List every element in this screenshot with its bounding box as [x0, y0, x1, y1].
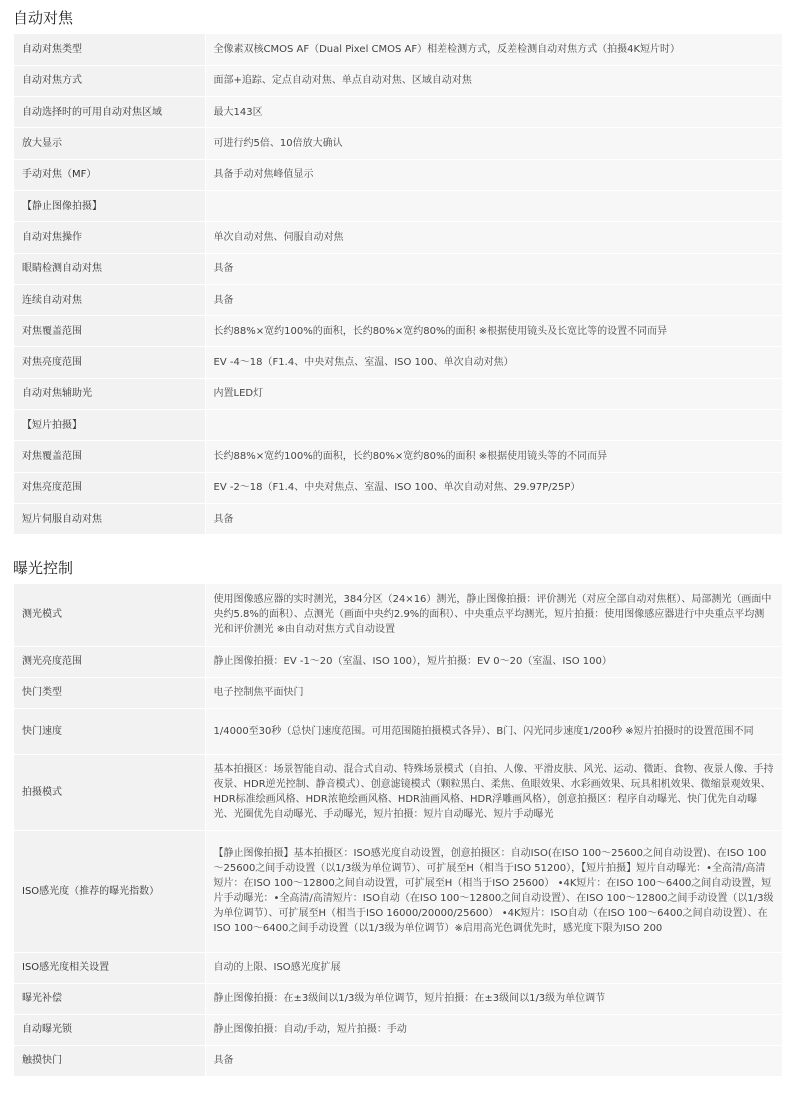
- spec-value: 最大143区: [205, 97, 782, 128]
- section-title-autofocus: 自动对焦: [13, 9, 74, 27]
- exposure-row: [14, 830, 782, 952]
- spec-label: 曝光补偿: [14, 983, 205, 1014]
- exposure-row: [14, 983, 782, 1014]
- exposure-row: [14, 754, 782, 830]
- exposure-row: [14, 677, 782, 708]
- spec-value: 静止图像拍摄：EV -1～20（室温、ISO 100），短片拍摄：EV 0～20（室温、ISO 100）: [205, 646, 782, 677]
- spec-label: 拍摄模式: [14, 754, 205, 830]
- autofocus-row: [14, 284, 782, 315]
- spec-value: 具备: [205, 284, 782, 315]
- spec-value: 1/4000至30秒（总快门速度范围。可用范围随拍摄模式各异）、B门、闪光同步速度1/200秒 ※短片拍摄时的设置范围不同: [205, 708, 782, 754]
- spec-label: 眼睛检测自动对焦: [14, 253, 205, 284]
- spec-label: 快门类型: [14, 677, 205, 708]
- exposure-row: [14, 952, 782, 983]
- spec-label: 【静止图像拍摄】: [14, 190, 205, 221]
- autofocus-row: [14, 222, 782, 253]
- spec-label: 自动对焦辅助光: [14, 378, 205, 409]
- spec-value: 【静止图像拍摄】基本拍摄区：ISO感光度自动设置，创意拍摄区：自动ISO(在ISO 100～25600之间自动设置)、在ISO 100～25600之间手动设置（以1/3级为单位调节）、可扩展至H（相当于ISO 51200），【短片拍摄】短片自动曝光：•全高清/高清短片：在ISO 100～12800之间自动设置，可扩展至H（相当于ISO 25600） •4K短片：在ISO 100～6400之间自动设置，短片手动曝光：•全高清/高清短片：ISO自动（在ISO 100～12800之间自动设置）、在ISO 100～12800之间手动设置（以1/3级为单位调节）、可扩展至H（相当于ISO 16000/20000/25600） •4K短片：ISO自动（在ISO 100～6400之间自动设置）、在ISO 100～6400之间手动设置（以1/3级为单位调节）※启用高光色调优先时，感光度下限为ISO 200: [205, 830, 782, 952]
- autofocus-row: [14, 347, 782, 378]
- autofocus-row: [14, 65, 782, 96]
- spec-value: EV -2～18（F1.4、中央对焦点、室温、ISO 100、单次自动对焦、29.97P/25P）: [205, 472, 782, 503]
- spec-value: 具备: [205, 1045, 782, 1076]
- spec-label: 测光亮度范围: [14, 646, 205, 677]
- spec-value: EV -4～18（F1.4、中央对焦点、室温、ISO 100、单次自动对焦）: [205, 347, 782, 378]
- spec-value: 具备: [205, 503, 782, 534]
- autofocus-row: [14, 503, 782, 534]
- spec-label: 自动选择时的可用自动对焦区域: [14, 97, 205, 128]
- autofocus-row: [14, 128, 782, 159]
- spec-label: 对焦亮度范围: [14, 472, 205, 503]
- autofocus-row: [14, 316, 782, 347]
- spec-label: ISO感光度相关设置: [14, 952, 205, 983]
- autofocus-row: [14, 97, 782, 128]
- spec-label: 连续自动对焦: [14, 284, 205, 315]
- spec-label: 对焦覆盖范围: [14, 441, 205, 472]
- spec-value: 长约88%×宽约100%的面积，长约80%×宽约80%的面积 ※根据使用镜头及长宽比等的设置不同而异: [205, 316, 782, 347]
- section-title-exposure: 曝光控制: [13, 559, 74, 577]
- spec-value: 静止图像拍摄：自动/手动，短片拍摄：手动: [205, 1014, 782, 1045]
- autofocus-row: [14, 159, 782, 190]
- spec-value: 具备手动对焦峰值显示: [205, 159, 782, 190]
- spec-value: 长约88%×宽约100%的面积，长约80%×宽约80%的面积 ※根据使用镜头等的不同而异: [205, 441, 782, 472]
- spec-value: 使用图像感应器的实时测光，384分区（24×16）测光，静止图像拍摄：评价测光（对应全部自动对焦框）、局部测光（画面中央约5.8%的面积）、点测光（画面中央约2.9%的面积）、中央重点平均测光，短片拍摄：使用图像感应器进行中央重点平均测光和评价测光 ※由自动对焦方式自动设置: [205, 584, 782, 646]
- spec-value: 全像素双核CMOS AF（Dual Pixel CMOS AF）相差检测方式，反差检测自动对焦方式（拍摄4K短片时）: [205, 34, 782, 65]
- spec-value: [205, 190, 782, 221]
- autofocus-row: [14, 190, 782, 221]
- autofocus-row: [14, 472, 782, 503]
- spec-label: 手动对焦（MF）: [14, 159, 205, 190]
- spec-label: 自动对焦类型: [14, 34, 205, 65]
- exposure-row: [14, 1014, 782, 1045]
- spec-label: 自动曝光锁: [14, 1014, 205, 1045]
- spec-value: 基本拍摄区：场景智能自动、混合式自动、特殊场景模式（自拍、人像、平滑皮肤、风光、运动、微距、食物、夜景人像、手持夜景、HDR逆光控制、静音模式）、创意滤镜模式（颗粒黑白、柔焦、鱼眼效果、水彩画效果、玩具相机效果、微缩景观效果、HDR标准绘画风格、HDR浓艳绘画风格、HDR油画风格、HDR浮雕画风格），创意拍摄区：程序自动曝光、快门优先自动曝光、光圈优先自动曝光、手动曝光，短片拍摄：短片自动曝光、短片手动曝光: [205, 754, 782, 830]
- spec-label: 对焦亮度范围: [14, 347, 205, 378]
- spec-value: 具备: [205, 253, 782, 284]
- spec-label: 测光模式: [14, 584, 205, 646]
- exposure-row: [14, 646, 782, 677]
- exposure-row: [14, 1045, 782, 1076]
- spec-value: 面部+追踪、定点自动对焦、单点自动对焦、区域自动对焦: [205, 65, 782, 96]
- autofocus-row: [14, 441, 782, 472]
- spec-value: 单次自动对焦、伺服自动对焦: [205, 222, 782, 253]
- spec-label: 触摸快门: [14, 1045, 205, 1076]
- spec-label: 对焦覆盖范围: [14, 316, 205, 347]
- exposure-row: [14, 708, 782, 754]
- exposure-spec-table: [14, 584, 782, 1077]
- autofocus-row: [14, 253, 782, 284]
- spec-label: ISO感光度（推荐的曝光指数）: [14, 830, 205, 952]
- autofocus-spec-table: [14, 34, 782, 535]
- spec-value: 静止图像拍摄：在±3级间以1/3级为单位调节，短片拍摄：在±3级间以1/3级为单位调节: [205, 983, 782, 1014]
- spec-value: 自动的上限、ISO感光度扩展: [205, 952, 782, 983]
- autofocus-row: [14, 34, 782, 65]
- exposure-row: [14, 584, 782, 646]
- spec-label: 自动对焦方式: [14, 65, 205, 96]
- spec-value: 内置LED灯: [205, 378, 782, 409]
- spec-value: 电子控制焦平面快门: [205, 677, 782, 708]
- spec-label: 【短片拍摄】: [14, 410, 205, 441]
- spec-label: 短片伺服自动对焦: [14, 503, 205, 534]
- autofocus-row: [14, 410, 782, 441]
- autofocus-row: [14, 378, 782, 409]
- spec-value: 可进行约5倍、10倍放大确认: [205, 128, 782, 159]
- spec-label: 快门速度: [14, 708, 205, 754]
- spec-value: [205, 410, 782, 441]
- spec-label: 自动对焦操作: [14, 222, 205, 253]
- spec-label: 放大显示: [14, 128, 205, 159]
